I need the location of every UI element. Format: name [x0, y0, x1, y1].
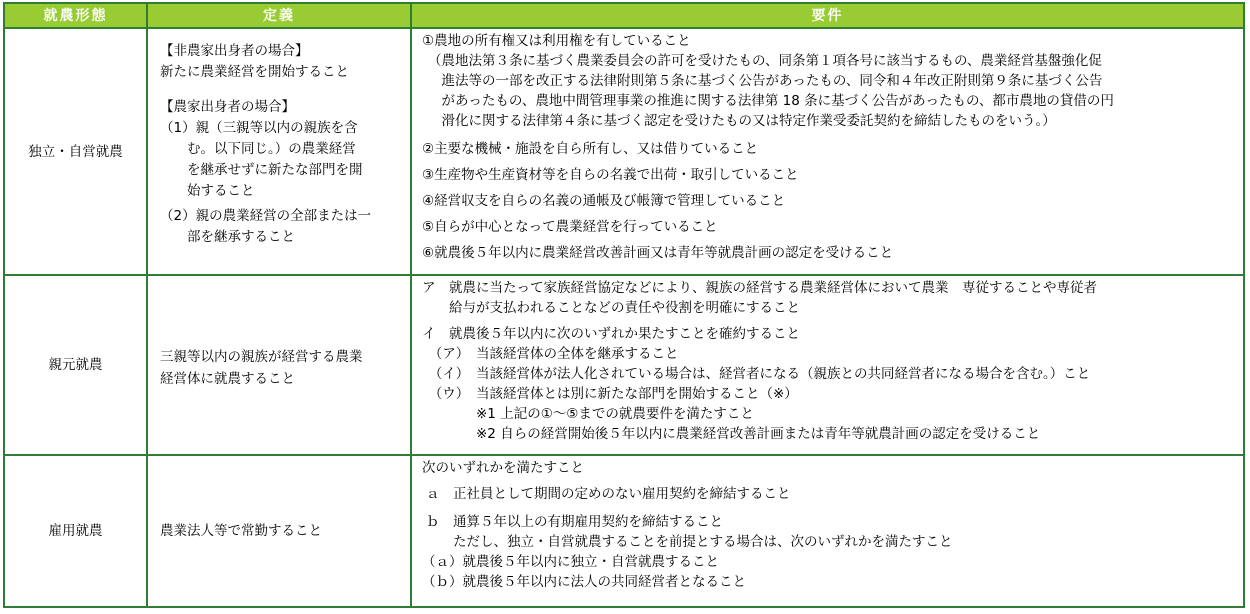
req-line: （ア） 当該経営体の全体を継承すること — [422, 346, 679, 362]
header-requirements: 要件 — [412, 4, 1243, 29]
def-line: （2）親の農業経営の全部または一 — [160, 208, 372, 224]
def-line: 三親等以内の親族が経営する農業 — [160, 349, 363, 365]
req-line: ｂ 通算５年以上の有期雇用契約を締結すること — [426, 514, 723, 530]
req-line: ④経営収支を自らの名義の通帳及び帳簿で管理していること — [422, 193, 786, 209]
req-line: （農地法第３条に基づく農業委員会の許可を受けたもの、同条第１項各号に該当するもの、農業経営基盤強化促 — [428, 53, 1102, 69]
req-line: ⑥就農後５年以内に農業経営改善計画又は青年等就農計画の認定を受けること — [422, 245, 894, 261]
def-line — [160, 83, 410, 97]
def-line: 始すること — [160, 183, 255, 199]
row-1-requirements — [412, 29, 1243, 274]
def-line: 経営体に就農すること — [160, 371, 295, 387]
requirements-table — [3, 2, 1245, 608]
req-line: （ｂ）就農後５年以内に法人の共同経営者となること — [422, 574, 746, 590]
req-line: ③生産物や生産資材等を自らの名義で出荷・取引していること — [422, 167, 799, 183]
req-line: ②主要な機械・施設を自ら所有し、又は借りていること — [422, 141, 759, 157]
req-line: ※2 自らの経営開始後５年以内に農業経営改善計画または青年等就農計画の認定を受けること — [422, 426, 1041, 442]
def-line: 【非農家出身者の場合】 — [160, 43, 309, 59]
def-line: 部を継承すること — [160, 229, 295, 245]
row-2-requirements — [412, 276, 1243, 454]
req-line: 給与が支払われることなどの責任や役割を明確にすること — [422, 300, 800, 316]
row-3-type — [5, 456, 148, 606]
req-line: ⑤自らが中心となって農業経営を行っていること — [422, 219, 718, 235]
def-line: を継承せずに新たな部門を開 — [160, 162, 363, 178]
row-1-definition — [148, 29, 412, 274]
req-line: （イ） 当該経営体が法人化されている場合は、経営者になる（親族との共同経営者になる場合を含む。）こと — [422, 366, 1091, 382]
row-3-definition — [148, 456, 412, 606]
row-3-requirements — [412, 456, 1243, 606]
req-line: ※1 上記の①～⑤までの就農要件を満たすこと — [422, 406, 754, 422]
def-line: 新たに農業経営を開始すること — [160, 64, 349, 80]
def-line: む。以下同じ。）の農業経営 — [160, 141, 356, 157]
row-3-type-label: 雇用就農 — [48, 523, 103, 539]
req-line: ①農地の所有権又は利用権を有していること — [422, 33, 691, 49]
req-line: （ａ）就農後５年以内に独立・自営就農すること — [422, 554, 719, 570]
req-line: （ウ） 当該経営体とは別に新たな部門を開始すること（※） — [422, 386, 798, 402]
row-2-type-label: 親元就農 — [48, 357, 103, 373]
req-line: イ 就農後５年以内に次のいずれか果たすことを確約すること — [422, 326, 800, 342]
req-line: 滑化に関する法律第４条に基づく認定を受けたもの又は特定作業受委託契約を締結したものをいう。） — [428, 113, 1056, 129]
req-line: があったもの、農地中間管理事業の推進に関する法律第 18 条に基づく公告があったもの、都市農地の貸借の円 — [428, 93, 1114, 109]
row-2-type — [5, 276, 148, 454]
def-line: 農業法人等で常勤すること — [160, 523, 322, 539]
req-line: ただし、独立・自営就農することを前提とする場合は、次のいずれかを満たすこと — [426, 534, 953, 550]
req-line: ア 就農に当たって家族経営協定などにより、親族の経営する農業経営体において農業 専従することや専従者 — [422, 280, 1097, 296]
req-line: 次のいずれかを満たすこと — [422, 460, 584, 476]
def-line: （1）親（三親等以内の親族を含 — [160, 120, 358, 136]
req-line: ａ 正社員として期間の定めのない雇用契約を締結すること — [426, 486, 791, 502]
row-1-type-label: 独立・自営就農 — [28, 143, 123, 160]
header-type: 就農形態 — [5, 4, 148, 29]
def-line: 【農家出身者の場合】 — [160, 99, 295, 115]
row-2-definition — [148, 276, 412, 454]
req-line: 進法等の一部を改正する法律附則第５条に基づく公告があったもの、同令和４年改正附則第９条に基づく公告 — [428, 73, 1103, 89]
row-1-type — [5, 29, 148, 274]
header-definition: 定義 — [148, 4, 412, 29]
